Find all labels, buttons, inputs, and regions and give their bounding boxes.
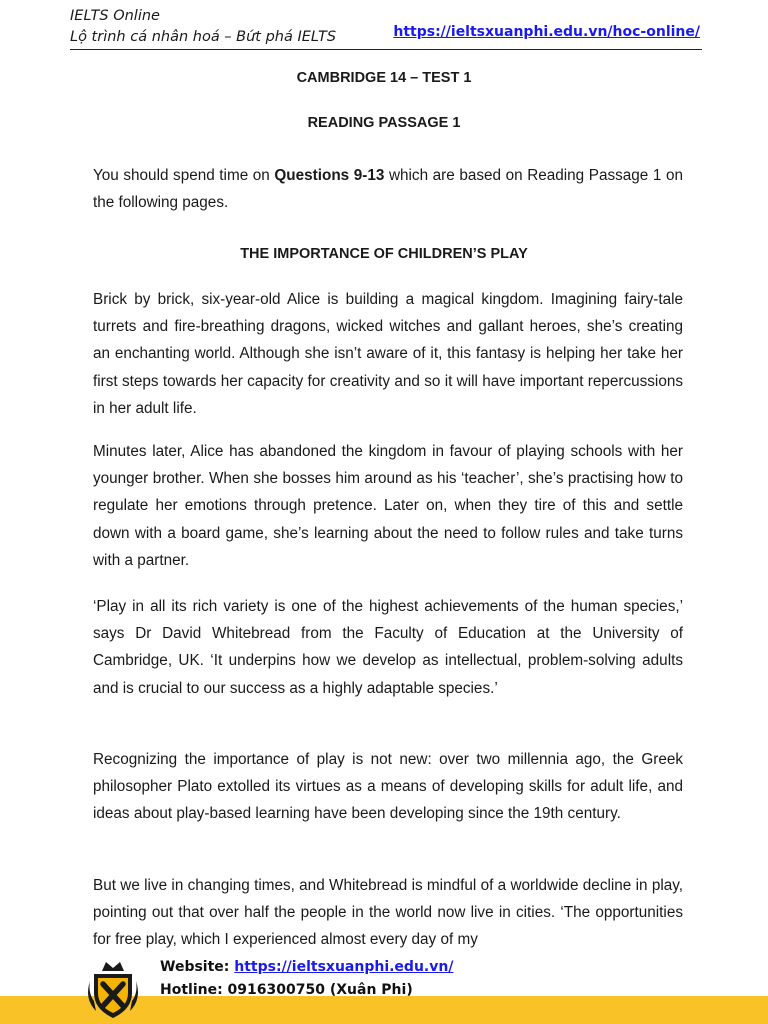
- header-course-link[interactable]: https://ieltsxuanphi.edu.vn/hoc-online/: [393, 24, 700, 40]
- paragraph-4: Recognizing the importance of play is not new: over two millennia ago, the Greek philosopher Plato extolled its virtues as a means of developing skills for adult life, and ideas about play-based learning have been developing since the 19th century.: [93, 751, 683, 823]
- passage-title: READING PASSAGE 1: [307, 115, 461, 131]
- instructions-questions: Questions 9-13: [274, 167, 385, 184]
- instructions: [93, 162, 683, 216]
- test-title: CAMBRIDGE 14 – TEST 1: [296, 70, 472, 86]
- footer-website-label: Website:: [160, 959, 235, 975]
- header-divider: [70, 49, 702, 50]
- footer-hotline: Hotline: 0916300750 (Xuân Phi): [160, 982, 413, 998]
- header-brand: [70, 6, 336, 48]
- x-crest-logo-icon: [80, 957, 146, 1021]
- article-title: THE IMPORTANCE OF CHILDREN’S PLAY: [240, 246, 528, 262]
- header-brand-tagline: Lộ trình cá nhân hoá – Bứt phá IELTS: [70, 29, 337, 45]
- paragraph-5: But we live in changing times, and Whitebread is mindful of a worldwide decline in play, pointing out that over half the people in the world now live in cities. ‘The opportunities for free play, which I experienced almost every day of my: [93, 877, 683, 949]
- paragraph-2: Minutes later, Alice has abandoned the kingdom in favour of playing schools with her younger brother. When she bosses him around as his ‘teacher’, she’s practising how to regulate her emotions through pretence. Later on, when they tire of this and settle down with a board game, she’s learning about the need to follow rules and take turns with a partner.: [93, 443, 683, 569]
- page-footer: [0, 953, 768, 1024]
- footer-website: [160, 959, 453, 975]
- paragraph-1: Brick by brick, six-year-old Alice is building a magical kingdom. Imagining fairy-tale turrets and fire-breathing dragons, wicked witches and gallant heroes, she’s creating an enchanting world. Although she isn’t aware of it, this fantasy is helping her take her first steps towards her capacity for creativity and so it will have important repercussions in her adult life.: [93, 291, 683, 417]
- footer-website-link[interactable]: https://ieltsxuanphi.edu.vn/: [234, 959, 454, 975]
- paragraph-3: ‘Play in all its rich variety is one of the highest achievements of the human species,’ says Dr David Whitebread from the Faculty of Education at the University of Cambridge, UK. ‘It underpins how we develop as intellectual, problem-solving adults and is crucial to our success as a highly adaptable species.’: [93, 598, 683, 697]
- instructions-lead: You should spend time on: [93, 167, 275, 184]
- header-brand-title: IELTS Online: [70, 8, 160, 24]
- instructions-tail: which are based on Reading Passage 1 on the following pages.: [93, 167, 683, 212]
